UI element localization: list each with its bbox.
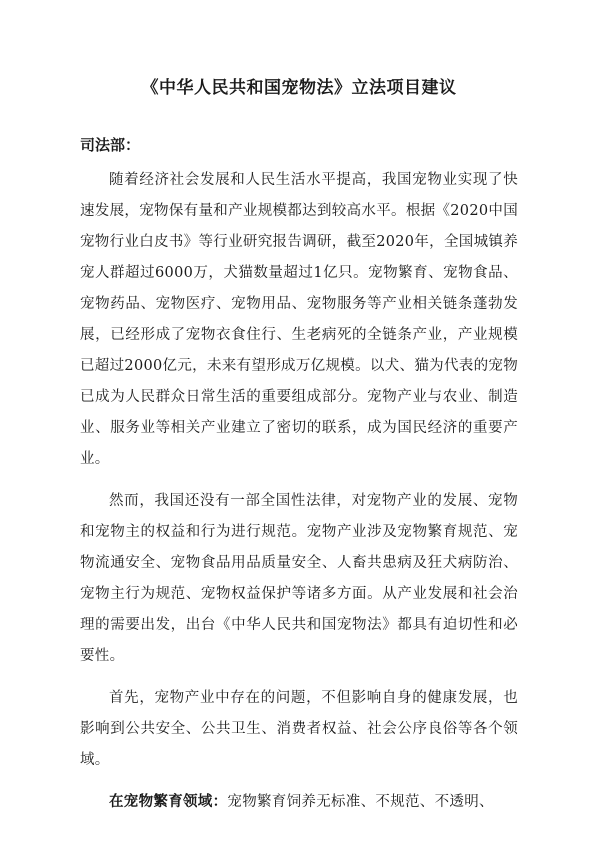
paragraph-1 — [80, 164, 518, 475]
paragraph-2 — [80, 485, 518, 672]
paragraph-4 — [80, 786, 518, 818]
document-title: 《中华人民共和国宠物法》立法项目建议 — [141, 78, 457, 98]
paragraph-text: 随着经济社会发展和人民生活水平提高，我国宠物业实现了快速发展，宠物保有量和产业规模都达到较高水平。根据《2020中国宠物行业白皮书》等行业研究报告调研，截至2020年，全国城镇养宠人群超过6000万，犬猫数量超过1亿只。宠物繁育、宠物食品、宠物药品、宠物医疗、宠物用品、宠物服务等产业相关链条蓬勃发展，已经形成了宠物衣食住行、生老病死的全链条产业，产业规模已超过2000亿元，未来有望形成万亿规模。以犬、猫为代表的宠物已成为人民群众日常生活的重要组成部分。宠物产业与农业、制造业、服务业等相关产业建立了密切的联系，成为国民经济的重要产业。 — [80, 172, 518, 467]
paragraph-text: 宠物繁育饲养无标准、不规范、不透明、 — [227, 794, 494, 810]
addressee: 司法部： — [80, 136, 141, 154]
paragraph-3 — [80, 682, 518, 776]
paragraph-text: 首先，宠物产业中存在的问题，不但影响自身的健康发展，也影响到公共安全、公共卫生、消费者权益、社会公序良俗等各个领域。 — [80, 690, 518, 768]
paragraph-lead: 在宠物繁育领域： — [109, 793, 228, 810]
paragraph-text: 然而，我国还没有一部全国性法律，对宠物产业的发展、宠物和宠物主的权益和行为进行规范。宠物产业涉及宠物繁育规范、宠物流通安全、宠物食品用品质量安全、人畜共患病及狂犬病防治、宠物主行为规范、宠物权益保护等诸多方面。从产业发展和社会治理的需要出发，出台《中华人民共和国宠物法》都具有迫切性和必要性。 — [80, 493, 518, 664]
